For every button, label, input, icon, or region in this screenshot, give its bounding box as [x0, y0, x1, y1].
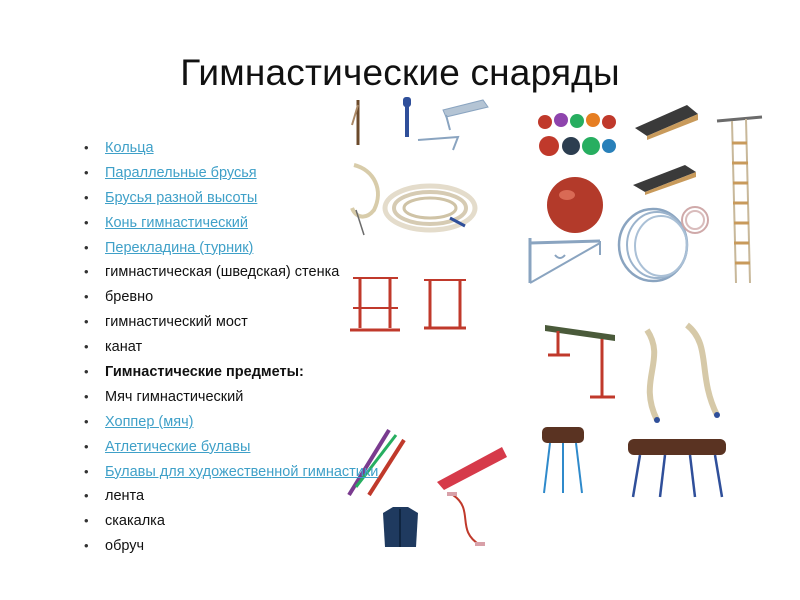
list-item-wall-bars: • гимнастическая (шведская) стенка: [84, 260, 378, 285]
list-item-bridge: • гимнастический мост: [84, 310, 378, 335]
list-item-ball: • Мяч гимнастический: [84, 385, 378, 410]
list-item-jump-rope: • скакалка: [84, 509, 378, 534]
jump-rope-image: [445, 490, 490, 550]
balance-beam-image: [540, 315, 622, 405]
pommel-horse-large-image: [625, 433, 730, 503]
gymnastic-bridge-image: [632, 100, 700, 140]
ribbon-image: [432, 442, 512, 492]
climbing-rope-image: [627, 320, 737, 430]
list-item-athletic-clubs[interactable]: • Атлетические булавы: [84, 435, 378, 460]
red-ball-image: [545, 175, 605, 235]
slide-title: Гимнастические снаряды: [180, 52, 620, 93]
list-item-beam: • бревно: [84, 285, 378, 310]
list-item-hoop: • обруч: [84, 534, 378, 559]
list-item-rope: • канат: [84, 335, 378, 360]
hoops-image: [613, 200, 713, 285]
pommel-horse-small-image: [538, 423, 588, 498]
rope-coil-image: [380, 178, 480, 238]
list-heading-apparatus: • Гимнастические предметы:: [84, 360, 378, 385]
parallel-bars-image: [420, 268, 470, 338]
gymnastic-bridge-image: [630, 160, 698, 195]
rope-ladder-image: [712, 113, 768, 290]
bullet-list: [84, 136, 378, 559]
list-item-rings[interactable]: • Кольца: [84, 136, 378, 161]
list-item-ribbon: • лента: [84, 484, 378, 509]
list-item-horizontal-bar[interactable]: • Перекладина (турник): [84, 236, 378, 261]
pull-up-bar-image: [525, 233, 607, 291]
list-item-parallel-bars[interactable]: • Параллельные брусья: [84, 161, 378, 186]
list-item-uneven-bars[interactable]: • Брусья разной высоты: [84, 186, 378, 211]
list-item-hopper[interactable]: • Хоппер (мяч): [84, 410, 378, 435]
list-item-rhythmic-clubs[interactable]: • Булавы для художественной гимнастики: [84, 460, 378, 485]
weight-vest-image: [378, 505, 423, 550]
list-item-pommel-horse[interactable]: • Конь гимнастический: [84, 211, 378, 236]
balls-set-image: [533, 108, 623, 163]
